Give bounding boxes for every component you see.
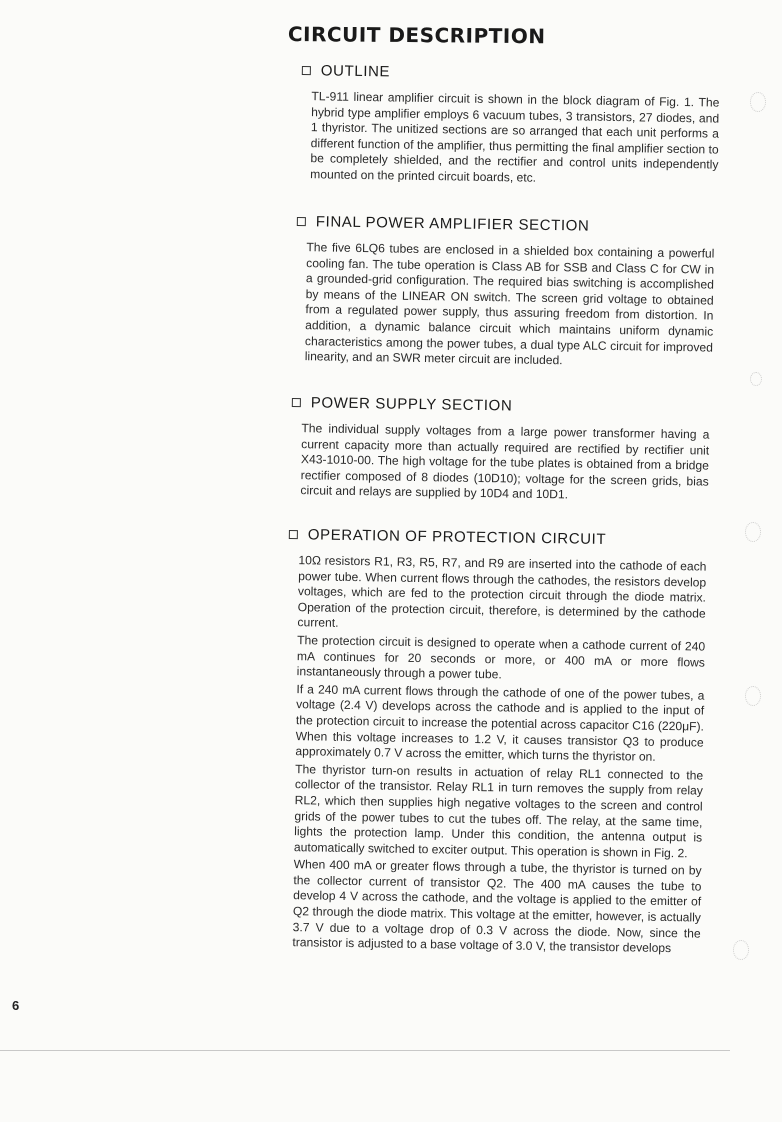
paragraph: TL-911 linear amplifier circuit is shown in the block diagram of Fig. 1. The hybrid type amplifier employs 6 vacuum tubes, 3 transistors, 27 diodes, and 1 thyristor. The unitized sections are so arranged that each unit performs a different function of the amplifier, thus permitting the final amplifier section to be completely shielded, and the rectifier and control units independently mounted on the printed circuit boards, etc. <box>310 89 720 185</box>
section-protection-circuit <box>280 526 707 957</box>
section-final-power-amplifier <box>293 213 715 371</box>
paragraph: The five 6LQ6 tubes are enclosed in a shielded box containing a powerful cooling fan. The tube operation is Class AB for SSB and Class C for CW in a grounded-grid configuration. The required bias switching is accomplished by means of the LINEAR ON switch. The screen grid voltage to obtained from a regulated power supply, thus assuring freedom from distortion. In addition, a dynamic balance circuit which maintains uniform dynamic characteristics among the power tubes, a dual type ALC circuit for improved linearity, and an SWR meter circuit are included. <box>304 240 715 368</box>
section-heading-text: OPERATION OF PROTECTION CIRCUIT <box>307 526 607 549</box>
section-heading <box>290 394 710 418</box>
page-bottom-rule <box>0 1050 730 1051</box>
paragraph: If a 240 mA current flows through the cathode of one of the power tubes, a voltage (2.4 V) develops across the cathode and is applied to the input of the protection circuit to increase the potential across capacitor C16 (220μF). When this voltage increases to 1.2 V, it causes transistor Q3 to produce approximately 0.7 V across the emitter, which turns the thyristor on. <box>295 681 705 764</box>
scan-speck-icon <box>745 686 761 706</box>
paragraph: The individual supply voltages from a large power transformer having a current capacity more than actually required are rectified by rectifier unit X43-1010-00. The high voltage for the tube plates is obtained from a bridge rectifier composed of 8 diodes (10D10); voltage for the screen grids, bias circuit and relays are supplied by 10D4 and 10D1. <box>300 421 710 502</box>
scan-speck-icon <box>750 372 762 386</box>
scan-speck-icon <box>733 940 749 960</box>
paragraph: 10Ω resistors R1, R3, R5, R7, and R9 are inserted into the cathode of each power tube. When current flows through the cathodes, the resistors develop voltages, which are fed to the protection circuit through the diode matrix. Operation of the protection circuit, therefore, is determined by the cathode current. <box>297 553 707 631</box>
page-number: 6 <box>12 998 20 1013</box>
section-heading <box>300 62 720 86</box>
paragraph: The thyristor turn-on results in actuation of relay RL1 connected to the collector of the transistor. Relay RL1 in turn removes the supply from relay RL2, which then supplies high negative voltages to the screen and control grids of the power tubes to cut the tubes off. The relay, at the same time, lights the protection lamp. Under this condition, the antenna output is automatically switched to exciter output. This operation is shown in Fig. 2. <box>293 761 704 861</box>
section-outline <box>298 62 720 189</box>
page-title: CIRCUIT DESCRIPTION <box>287 22 546 49</box>
paragraph: The protection circuit is designed to operate when a cathode current of 240 mA continues for 20 seconds or more, or 400 mA or more flows instantaneously through a power tube. <box>296 633 706 682</box>
section-heading-text: POWER SUPPLY SECTION <box>310 394 513 415</box>
section-heading-text: FINAL POWER AMPLIFIER SECTION <box>315 213 590 235</box>
section-heading-text: OUTLINE <box>320 62 391 81</box>
checkbox-square-icon <box>292 398 301 407</box>
scan-speck-icon <box>750 92 766 112</box>
section-power-supply <box>288 394 710 506</box>
checkbox-square-icon <box>289 530 298 539</box>
section-heading <box>295 213 715 237</box>
paragraph: When 400 mA or greater flows through a tube, the thyristor is turned on by the collector current of transistor Q2. The 400 mA causes the tube to develop 4 V across the cathode, and the voltage is applied to the emitter of Q2 through the diode matrix. This voltage at the emitter, however, is actually 3.7 V due to a voltage drop of 0.3 V across the diode. Now, since the transistor is adjusted to a base voltage of 3.0 V, the transistor develops <box>292 857 702 956</box>
checkbox-square-icon <box>297 217 306 226</box>
checkbox-square-icon <box>302 66 311 75</box>
section-heading <box>287 526 707 550</box>
scan-speck-icon <box>745 522 761 542</box>
